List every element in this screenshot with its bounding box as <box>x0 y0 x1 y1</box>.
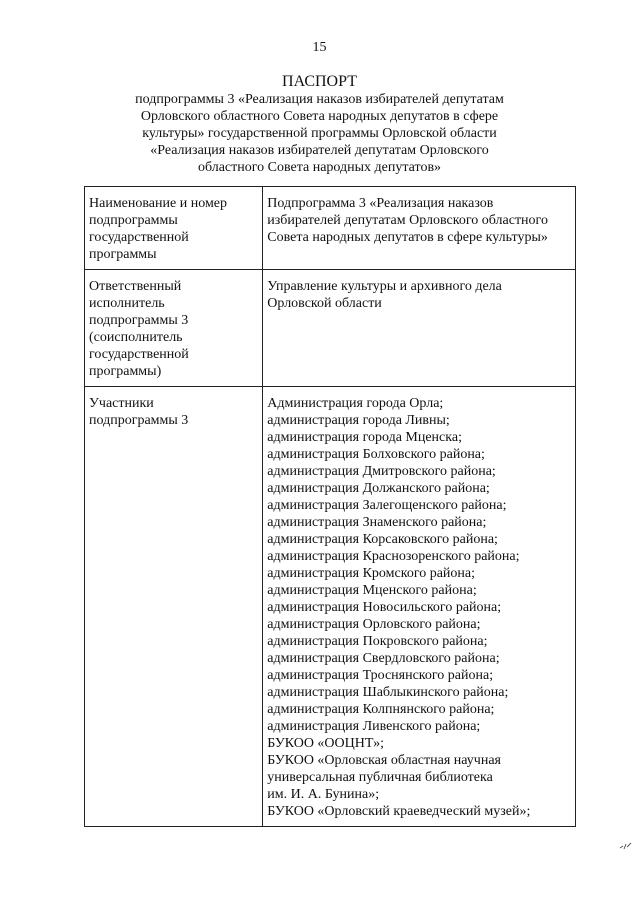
table-row <box>85 387 576 827</box>
row-value-line: Орловской области <box>267 296 382 311</box>
row-value-line: им. И. А. Бунина»; <box>267 787 380 802</box>
row-value-line: администрация Шаблыкинского района; <box>267 685 509 700</box>
row-label-line: Наименование и номер <box>89 196 228 211</box>
row-value-line: администрация Краснозоренского района; <box>267 549 520 564</box>
row-label-line: программы) <box>89 364 162 379</box>
row-value-line: администрация Покровского района; <box>267 634 488 649</box>
passport-header <box>0 72 639 176</box>
row-value-line: администрация Ливенского района; <box>267 719 481 734</box>
row-label-line: программы <box>89 247 157 262</box>
row-value-line: администрация Свердловского района; <box>267 651 500 666</box>
document-subtitle <box>0 91 639 176</box>
row-value-line: Управление культуры и архивного дела <box>267 279 502 294</box>
row-label-line: Участники <box>89 396 154 411</box>
row-value-line: администрация Кромского района; <box>267 566 476 581</box>
row-value-line: администрация города Ливны; <box>267 413 450 428</box>
subtitle-line: Орловского областного Совета народных депутатов в сфере <box>140 109 499 124</box>
row-label-line: подпрограммы 3 <box>89 413 189 428</box>
row-value-line: Подпрограмма 3 «Реализация наказов <box>267 196 494 211</box>
subtitle-line: «Реализация наказов избирателей депутатам Орловского <box>150 143 489 158</box>
subtitle-line: областного Совета народных депутатов» <box>197 160 442 175</box>
subtitle-line: культуры» государственной программы Орловской области <box>142 126 497 141</box>
row-value-line: администрация Знаменского района; <box>267 515 487 530</box>
row-label-cell <box>85 187 263 270</box>
row-value-line: БУКОО «Орловский краеведческий музей»; <box>267 804 531 819</box>
row-value-line: администрация Корсаковского района; <box>267 532 498 547</box>
row-label-line: исполнитель <box>89 296 165 311</box>
passport-table <box>84 186 576 827</box>
row-label-line: государственной <box>89 347 189 362</box>
row-value-line: администрация Мценского района; <box>267 583 477 598</box>
row-label-cell <box>85 270 263 387</box>
row-value-line: БУКОО «ООЦНТ»; <box>267 736 384 751</box>
table-row <box>85 187 576 270</box>
row-label-line: (соисполнитель <box>89 330 183 345</box>
row-value-line: администрация Должанского района; <box>267 481 490 496</box>
document-title: ПАСПОРТ <box>282 73 357 90</box>
subtitle-line: подпрограммы 3 «Реализация наказов избирателей депутатам <box>135 92 504 107</box>
row-value-line: администрация Залегощенского района; <box>267 498 507 513</box>
row-value-line: БУКОО «Орловская областная научная <box>267 753 501 768</box>
row-value-line: администрация Новосильского района; <box>267 600 502 615</box>
row-value-cell <box>263 187 576 270</box>
page-number: 15 <box>312 40 327 55</box>
row-value-line: администрация Дмитровского района; <box>267 464 496 479</box>
row-value-line: Администрация города Орла; <box>267 396 444 411</box>
row-value-line: Совета народных депутатов в сфере культуры» <box>267 230 548 245</box>
row-value-cell <box>263 270 576 387</box>
row-label-line: государственной <box>89 230 189 245</box>
row-value-line: администрация Колпнянского района; <box>267 702 495 717</box>
row-value-line: универсальная публичная библиотека <box>267 770 493 785</box>
row-label-line: подпрограммы 3 <box>89 313 189 328</box>
row-label-line: Ответственный <box>89 279 182 294</box>
row-value-line: администрация города Мценска; <box>267 430 462 445</box>
row-value-cell <box>263 387 576 827</box>
row-value-line: администрация Орловского района; <box>267 617 481 632</box>
row-label-cell <box>85 387 263 827</box>
scan-mark-icon <box>619 840 633 850</box>
row-value-line: администрация Болховского района; <box>267 447 485 462</box>
row-label-line: подпрограммы <box>89 213 178 228</box>
row-value-line: администрация Троснянского района; <box>267 668 494 683</box>
table-row <box>85 270 576 387</box>
passport-table-body <box>85 187 576 827</box>
row-value-line: избирателей депутатам Орловского областного <box>267 213 548 228</box>
